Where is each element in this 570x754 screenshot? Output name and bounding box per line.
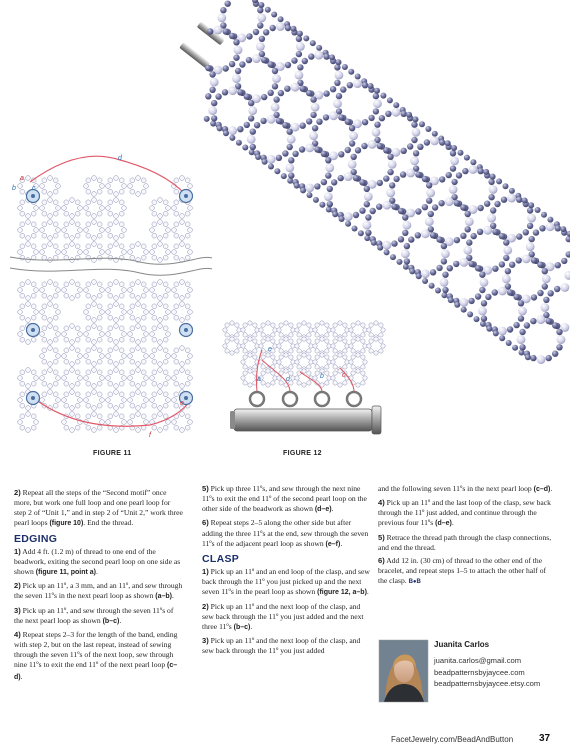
fig12-label-a: a: [257, 376, 261, 383]
fig11-label-b: b: [12, 185, 16, 192]
figure-11-diagram: [10, 156, 212, 432]
edging-step-2: 2) Pick up an 11º, a 3 mm, and an 11º, and sew through the seven 11ºs in the next pearl loop as shown (a–b).: [14, 581, 183, 601]
end-mark: B●B: [408, 579, 421, 586]
fig11-label-c: c: [32, 185, 36, 192]
clasp-step-6: 6) Add 12 in. (30 cm) of thread to the other end of the bracelet, and repeat steps 1–5 to attach the other half of the clasp. B●B: [378, 555, 547, 586]
fig11-label-f: f: [149, 432, 151, 439]
author-photo: [379, 640, 428, 702]
fig12-label-c: c: [342, 372, 346, 379]
edging-step-4: 4) Repeat steps 2–3 for the length of the band, ending with step 2, but on the last repeat, instead of sewing through the seven 11ºs of the next loop, sew through nine 11ºs to exit the end 11º of the next pearl loop (c–d).: [14, 629, 178, 681]
figure-12-caption: FIGURE 12: [283, 450, 322, 457]
text-column-3: [378, 484, 556, 590]
text-column-1: [14, 488, 184, 686]
fig12-label-d: d: [286, 376, 290, 383]
clasp-step-2: 2) Pick up an 11º and the next loop of the clasp, and sew back through the 11º you just added and the next three 11ºs (b–c).: [202, 601, 364, 631]
step-2-repeat: 2) Repeat all the steps of the “Second motif” once more, but work one full loop and one pearl loop for step 2 of “Unit 1,” and in step 2 of “Unit 2,” work three pearl loops (figure 10). End the thread.: [14, 488, 183, 528]
edging-step-3: 3) Pick up an 11º, and sew through the seven 11ºs of the next pearl loop as shown (b–c).: [14, 605, 174, 625]
clasp-heading: CLASP: [202, 552, 240, 565]
edging-step-1: 1) Add 4 ft. (1.2 m) of thread to one end of the beadwork, exiting the second pearl loop on one side as shown (figure 11, point a).: [14, 546, 181, 577]
author-website[interactable]: beadpatternsbyjaycee.com: [434, 667, 525, 677]
fig11-label-a: a: [20, 175, 24, 182]
author-name: Juanita Carlos: [434, 640, 490, 649]
footer-url[interactable]: FacetJewelry.com/BeadAndButton: [391, 735, 514, 744]
clasp-drawing: [230, 392, 381, 434]
clasp-step-5: 5) Retrace the thread path through the clasp connections, and end the thread.: [378, 532, 552, 552]
edging-step-5: 5) Pick up three 11ºs, and sew through the next nine 11ºs to exit the end 11º of the second pearl loop on the other side of the beadwork as shown (d–e).: [202, 484, 367, 514]
figure-12-diagram: [223, 321, 385, 434]
clasp-step-3: 3) Pick up an 11º and the next loop of the clasp, and sew back through the 11º you just added: [202, 636, 361, 656]
figure-11-caption: FIGURE 11: [93, 450, 132, 457]
fig12-label-e: e: [268, 346, 272, 353]
fig12-label-b: b: [320, 373, 324, 380]
fig11-label-d: d: [118, 155, 122, 162]
author-etsy[interactable]: beadpatternsbyjaycee.etsy.com: [434, 679, 541, 688]
clasp-step-3-continued: and the following seven 11ºs in the next pearl loop (c–d).: [378, 484, 553, 493]
page-number: 37: [539, 733, 551, 744]
bracelet-photo: [179, 0, 570, 364]
author-email[interactable]: juanita.carlos@gmail.com: [434, 656, 522, 665]
clasp-step-4: 4) Pick up an 11º and the last loop of the clasp, sew back through the 11º just added, and continue through the previous four 11ºs (d–e).: [378, 498, 551, 528]
fig11-label-e: e: [180, 400, 184, 407]
edging-heading: EDGING: [14, 532, 58, 545]
author-info: [434, 640, 564, 690]
clasp-step-1: 1) Pick up an 11º and an end loop of the clasp, and sew back through the 11º you just picked up and the next seven 11ºs in the pearl loop as shown (figure 12, a–b).: [202, 567, 370, 597]
edging-step-6: 6) Repeat steps 2–5 along the other side but after adding the three 11ºs at the end, sew through the seven 11ºs of the adjacent pearl loop as shown (e–f).: [202, 518, 369, 548]
text-column-2: [202, 484, 372, 659]
